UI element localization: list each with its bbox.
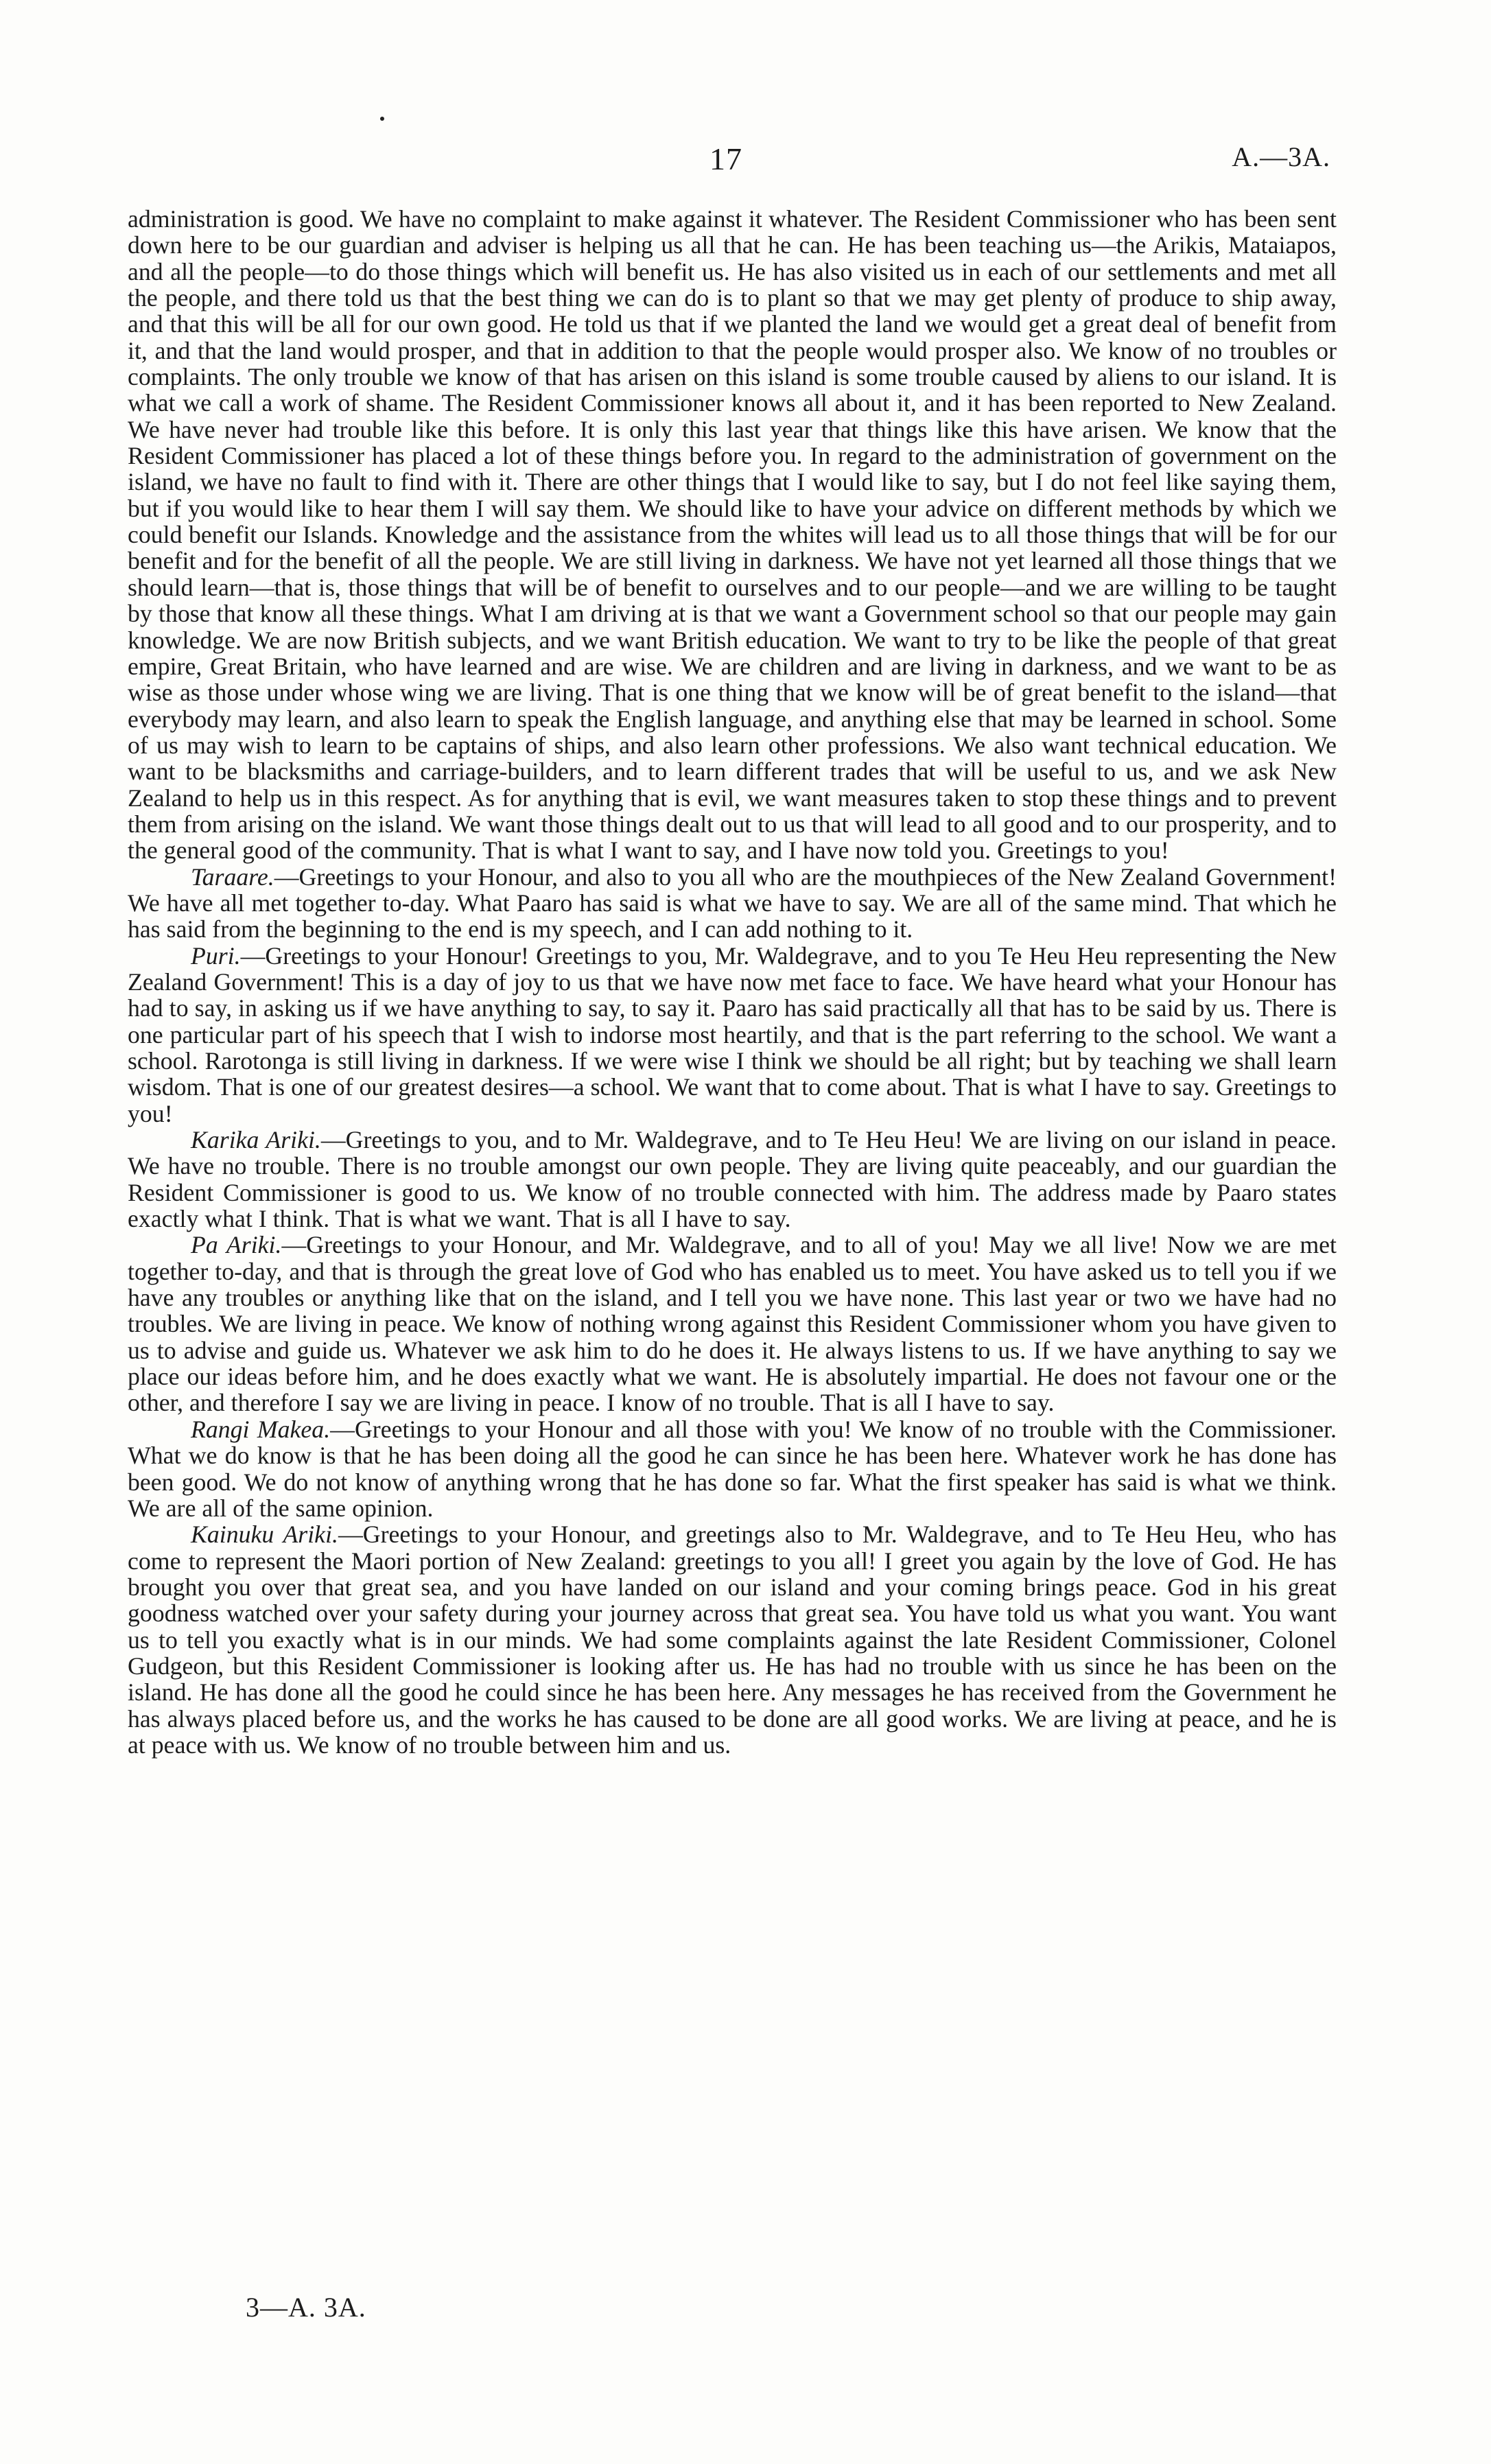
speech-paragraph [128, 943, 1337, 1127]
speaker-name: Pa Ariki. [191, 1231, 282, 1259]
report-code: A.—3A. [1232, 141, 1330, 172]
speaker-name: Kainuku Ariki. [191, 1521, 338, 1549]
speech-text: —Greetings to your Honour, and also to you all who are the mouthpieces of the New Zealand Government! We have all met together to-day. What Paaro has said is what we have to say. We are all of the same mind. That which he has said from the beginning to the end is my speech, and I can add nothing to it. [128, 863, 1337, 943]
speaker-name: Puri. [191, 941, 241, 970]
speech-paragraph [128, 1416, 1337, 1521]
speech-text: —Greetings to your Honour! Greetings to you, Mr. Waldegrave, and to you Te Heu Heu representing the New Zealand Government! This is a day of joy to us that we have now met face to face. We have heard what your Honour has had to say, in asking us if we have anything to say, to say it. Paaro has said practically all that has to be said by us. There is one particular part of his speech that I wish to indorse most heartily, and that is the part referring to the school. We want a school. Rarotonga is still living in darkness. If we were wise I think we should be all right; but by teaching we shall learn wisdom. That is one of our greatest desires—a school. We want that to come about. That is what I have to say. Greetings to you! [128, 941, 1337, 1127]
page-signature: 3—A. 3A. [246, 2292, 366, 2323]
speech-paragraph [128, 1127, 1337, 1232]
speech-text: —Greetings to your Honour, and greetings also to Mr. Waldegrave, and to Te Heu Heu, who has come to represent the Maori portion of New Zealand: greetings to you all! I greet you again by the love of God. He has brought you over that great sea, and you have landed on our island and your coming brings peace. God in his great goodness watched over your safety during your journey across that great sea. You have told us what you want. You want us to tell you exactly what is in our minds. We had some complaints against the late Resident Commissioner, Colonel Gudgeon, but this Resident Commissioner is looking after us. He has had no trouble with us since he has been on the island. He has done all the good he could since he has been here. Any messages he has received from the Government he has always placed before us, and the works he has caused to be done are all good works. We are living at peace, and he is at peace with us. We know of no trouble between him and us. [128, 1521, 1337, 1759]
page-header [0, 141, 1491, 182]
speaker-name: Karika Ariki. [191, 1126, 321, 1154]
speech-text: —Greetings to you, and to Mr. Waldegrave, and to Te Heu Heu! We are living on our island in peace. We have no trouble. There is no trouble amongst our own people. They are living quite peaceably, and our guardian the Resident Commissioner is good to us. We know of no trouble connected with him. The address made by Paaro states exactly what I think. That is what we want. That is all I have to say. [128, 1126, 1337, 1233]
page-number: 17 [709, 141, 742, 176]
speech-paragraph [128, 1521, 1337, 1758]
speaker-name: Rangi Makea. [191, 1415, 331, 1443]
ink-speck [380, 117, 384, 121]
opening-paragraph: administration is good. We have no complaint to make against it whatever. The Resident Commissioner who has been sent down here to be our guardian and adviser is helping us all that he can. He has been teaching us—the Arikis, Mataiapos, and all the people—to do those things which will benefit us. He has also visited us in each of our settlements and met all the people, and there told us that the best thing we can do is to plant so that we may get plenty of produce to ship away, and that this will be all for our own good. He told us that if we planted the land we would get a great deal of benefit from it, and that the land would prosper, and that in addition to that the people would prosper also. We know of no troubles or complaints. The only trouble we know of that has arisen on this island is some trouble caused by aliens to our island. It is what we call a work of shame. The Resident Commissioner knows all about it, and it has been reported to New Zealand. We have never had trouble like this before. It is only this last year that things like this have arisen. We know that the Resident Commissioner has placed a lot of these things before you. In regard to the administration of government on the island, we have no fault to find with it. There are other things that I would like to say, but I do not feel like saying them, but if you would like to hear them I will say them. We should like to have your advice on different methods by which we could benefit our Islands. Knowledge and the assistance from the whites will lead us to all those things that will be for our benefit and for the benefit of all the people. We are still living in darkness. We have not yet learned all those things that we should learn—that is, those things that will be of benefit to ourselves and to our people—and we are willing to be taught by those that know all these things. What I am driving at is that we want a Government school so that our people may gain knowledge. We are now British subjects, and we want British education. We want to try to be like the people of that great empire, Great Britain, who have learned and are wise. We are children and are living in darkness, and we want to be as wise as those under whose wing we are living. That is one thing that we know will be of great benefit to the island—that everybody may learn, and also learn to speak the English language, and anything else that may be learned in school. Some of us may wish to learn to be captains of ships, and also learn other professions. We also want technical education. We want to be blacksmiths and carriage-builders, and to learn different trades that will be useful to us, and we ask New Zealand to help us in this respect. As for anything that is evil, we want measures taken to stop these things and to prevent them from arising on the island. We want those things dealt out to us that will lead to all good and to our prosperity, and to the general good of the community. That is what I want to say, and I have now told you. Greetings to you! [128, 205, 1337, 865]
speech-paragraph [128, 1232, 1337, 1416]
speech-paragraph [128, 864, 1337, 943]
speech-text: —Greetings to your Honour, and Mr. Waldegrave, and to all of you! May we all live! Now we are met together to-day, and that is through the great love of God who has enabled us to meet. You have asked us to tell you if we have any troubles or anything like that on the island, and I tell you we have none. This last year or two we have had no troubles. We are living in peace. We know of nothing wrong against this Resident Commissioner whom you have given to us to advise and guide us. Whatever we ask him to do he does it. He always listens to us. If we have anything to say we place our ideas before him, and he does exactly what we want. He is absolutely impartial. He does not favour one or the other, and therefore I say we are living in peace. I know of no trouble. That is all I have to say. [128, 1231, 1337, 1417]
body-text [128, 206, 1337, 1758]
speaker-name: Taraare. [191, 863, 274, 891]
speech-text: —Greetings to your Honour and all those with you! We know of no trouble with the Commissioner. What we do know is that he has been doing all the good he can since he has been here. Whatever work he has done has been good. We do not know of anything wrong that he has done so far. What the first speaker has said is what we think. We are all of the same opinion. [128, 1415, 1337, 1522]
